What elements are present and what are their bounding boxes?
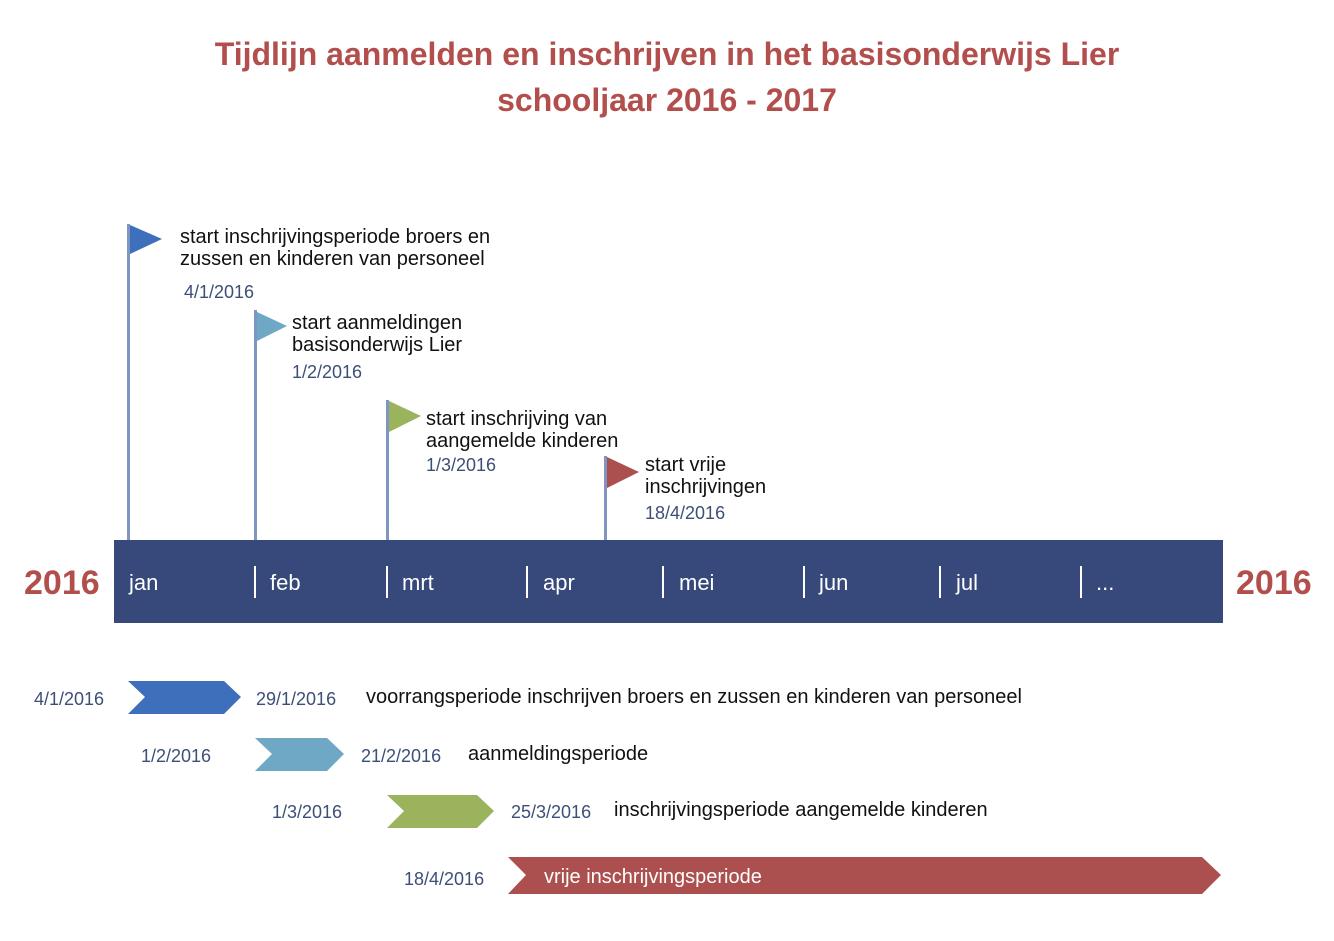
period-4-label: vrije inschrijvingsperiode <box>544 866 762 888</box>
month-divider <box>254 566 256 598</box>
month-more: ... <box>1096 570 1115 595</box>
milestone-3-date: 1/3/2016 <box>426 455 497 475</box>
period-2-start: 1/2/2016 <box>141 746 212 766</box>
period-3-end: 25/3/2016 <box>511 802 592 822</box>
month-feb: feb <box>270 570 301 595</box>
milestone-4-date: 18/4/2016 <box>645 503 726 523</box>
period-2-end: 21/2/2016 <box>361 746 442 766</box>
diagram-title: Tijdlijn aanmelden en inschrijven in het basisonderwijs Lier <box>214 36 1120 72</box>
month-jul: jul <box>956 570 979 595</box>
year-right: 2016 <box>1236 564 1312 602</box>
flag-1-icon <box>130 225 164 255</box>
milestone-2-line1: start aanmeldingen <box>292 312 463 334</box>
milestone-2-line2: basisonderwijs Lier <box>292 334 463 356</box>
month-divider <box>1080 566 1082 598</box>
flag-3-icon <box>389 401 423 433</box>
month-divider <box>526 566 528 598</box>
flag-pole-1 <box>127 224 130 540</box>
milestone-3-line2: aangemelde kinderen <box>426 430 619 452</box>
milestone-1-line1: start inschrijvingsperiode broers en <box>180 226 491 248</box>
period-2-arrow <box>255 738 345 772</box>
period-3-label: inschrijvingsperiode aangemelde kinderen <box>614 799 988 821</box>
milestone-4-line2: inschrijvingen <box>645 476 767 498</box>
month-divider <box>386 566 388 598</box>
month-divider <box>662 566 664 598</box>
period-1-label: voorrangsperiode inschrijven broers en zussen en kinderen van personeel <box>366 686 1022 708</box>
month-jan: jan <box>129 570 159 595</box>
month-divider <box>803 566 805 598</box>
month-apr: apr <box>543 570 575 595</box>
period-1-end: 29/1/2016 <box>256 689 337 709</box>
period-4-start: 18/4/2016 <box>404 869 485 889</box>
month-jun: jun <box>819 570 849 595</box>
diagram-subtitle: schooljaar 2016 - 2017 <box>497 82 837 118</box>
period-3-arrow <box>387 795 495 829</box>
period-1-start: 4/1/2016 <box>34 689 105 709</box>
milestone-1-date: 4/1/2016 <box>184 282 255 302</box>
month-divider <box>939 566 941 598</box>
year-left: 2016 <box>24 564 100 602</box>
milestone-4-line1: start vrije <box>645 454 727 476</box>
period-2-label: aanmeldingsperiode <box>468 743 649 765</box>
flag-2-icon <box>257 312 289 342</box>
period-1-arrow <box>128 681 242 715</box>
milestone-2-date: 1/2/2016 <box>292 362 363 382</box>
flag-4-icon <box>607 457 641 489</box>
period-3-start: 1/3/2016 <box>272 802 343 822</box>
flag-pole-2 <box>254 310 257 540</box>
month-mei: mei <box>679 570 715 595</box>
month-mrt: mrt <box>402 570 434 595</box>
milestone-3-line1: start inschrijving van <box>426 408 608 430</box>
milestone-1-line2: zussen en kinderen van personeel <box>180 248 485 270</box>
